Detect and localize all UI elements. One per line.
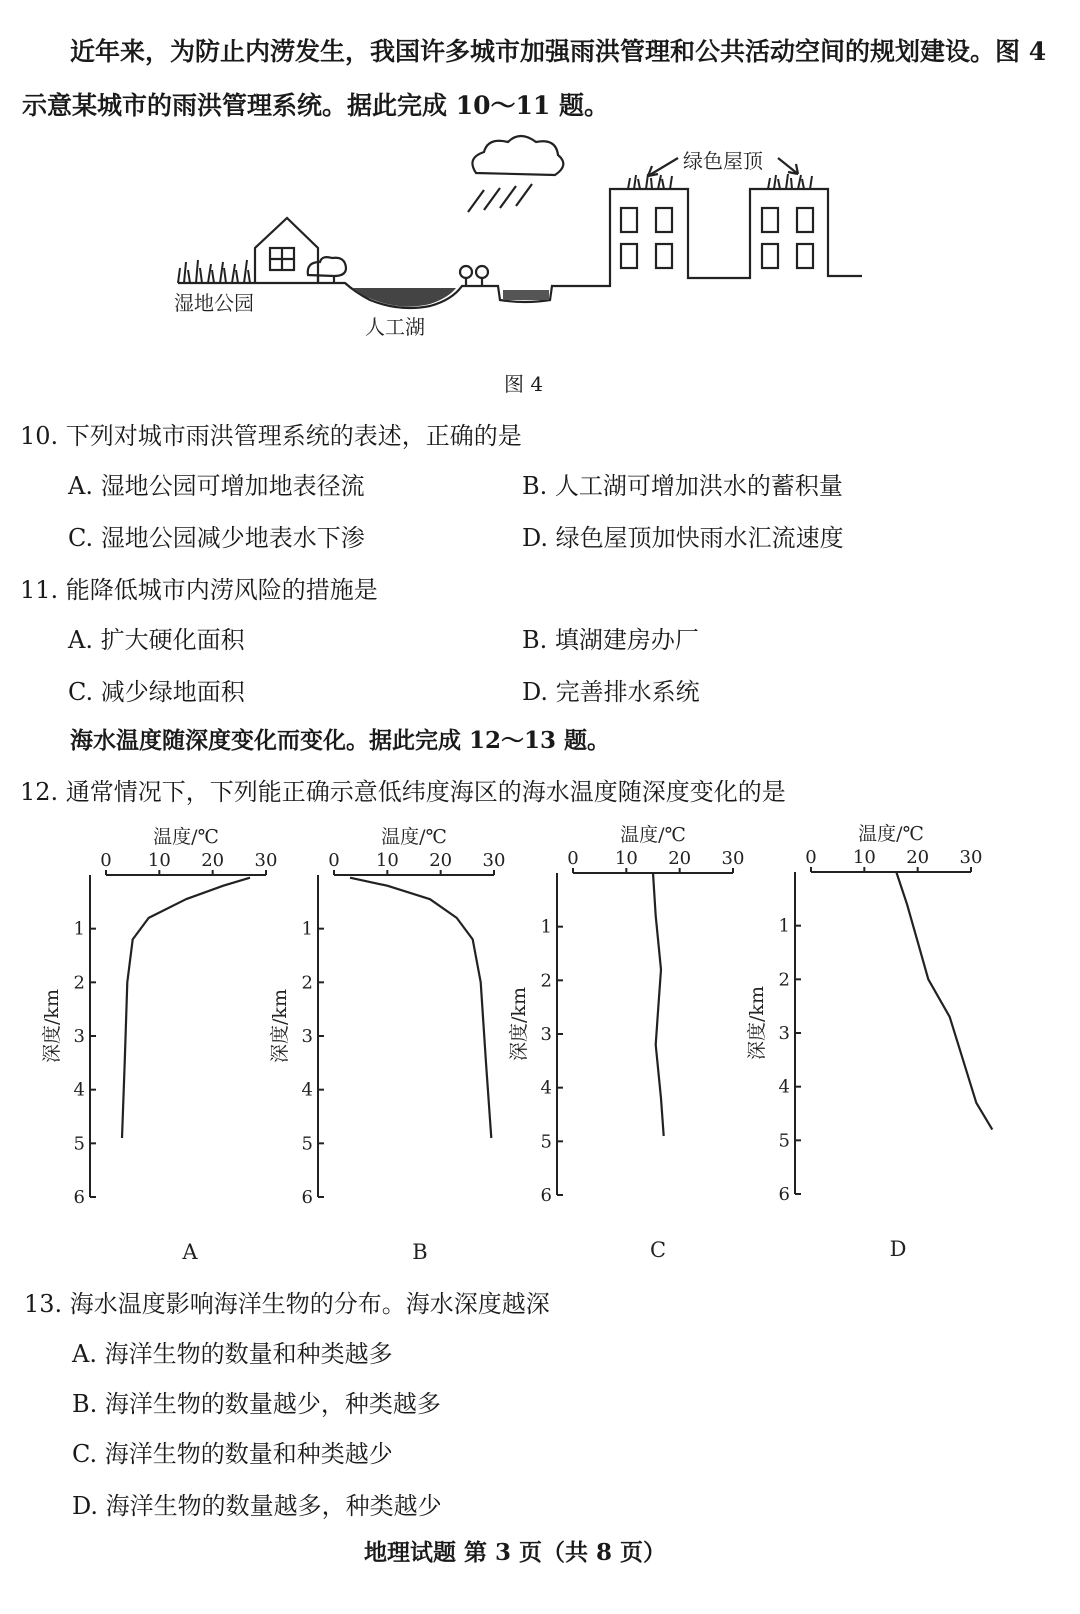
chart-B-xtick-label: 0 — [328, 850, 340, 871]
chart-C-xtick-label: 30 — [721, 848, 745, 869]
chart-B-ytick-label: 4 — [301, 1079, 313, 1101]
intro-line-1: 近年来，为防止内涝发生，我国许多城市加强雨洪管理和公共活动空间的规划建设。图 4 — [70, 37, 1047, 66]
chart-A-ylabel: 深度/km — [41, 989, 63, 1063]
q11-stem: 11. 能降低城市内涝风险的措施是 — [20, 576, 378, 604]
chart-D-xlabel: 温度/℃ — [858, 823, 924, 845]
q13-option-d[interactable]: D. 海洋生物的数量越多，种类越少 — [72, 1492, 442, 1520]
chart-A-ytick-label: 1 — [73, 918, 85, 940]
q10-option-c[interactable]: C. 湿地公园减少地表水下渗 — [68, 524, 365, 552]
q12-stem: 12. 通常情况下，下列能正确示意低纬度海区的海水温度随深度变化的是 — [20, 778, 786, 806]
q10-option-d[interactable]: D. 绿色屋顶加快雨水汇流速度 — [522, 524, 844, 552]
chart-B-xtick-label: 20 — [429, 850, 453, 871]
chart-C-xtick-label: 20 — [668, 848, 692, 869]
q10-stem: 10. 下列对城市雨洪管理系统的表述，正确的是 — [20, 422, 522, 450]
chart-A-xtick-label: 30 — [254, 850, 278, 871]
chart-B-ytick-label: 5 — [301, 1133, 313, 1155]
q11-option-a[interactable]: A. 扩大硬化面积 — [68, 626, 245, 654]
chart-D-xtick-label: 10 — [852, 847, 876, 868]
chart-A-ytick-label: 6 — [73, 1187, 85, 1208]
chart-C-option-label: C — [649, 1238, 667, 1262]
q10-option-a[interactable]: A. 湿地公园可增加地表径流 — [68, 472, 365, 500]
q13-option-c[interactable]: C. 海洋生物的数量和种类越少 — [72, 1440, 393, 1468]
chart-B-option-label: B — [412, 1240, 428, 1264]
wetland-grass-icon — [178, 260, 250, 283]
q13-option-a[interactable]: A. 海洋生物的数量和种类越多 — [72, 1340, 393, 1368]
chart-C-ytick-label: 3 — [540, 1024, 552, 1045]
chart-A-ytick-label: 3 — [73, 1026, 85, 1047]
chart-C-curve — [653, 873, 664, 1136]
chart-D-ylabel: 深度/km — [746, 986, 768, 1060]
chart-A-curve — [122, 878, 250, 1138]
q11-option-d[interactable]: D. 完善排水系统 — [522, 678, 700, 706]
figure-4-caption: 图 4 — [504, 372, 544, 396]
q12-charts — [0, 815, 1080, 1275]
chart-D-xtick-label: 20 — [906, 847, 930, 868]
chart-B-ytick-label: 6 — [301, 1187, 313, 1208]
chart-B-ytick-label: 1 — [301, 918, 313, 940]
artificial-lake-label: 人工湖 — [365, 315, 425, 339]
chart-A-ytick-label: 5 — [73, 1133, 85, 1155]
chart-A-xtick-label: 10 — [147, 850, 171, 871]
q11-option-c[interactable]: C. 减少绿地面积 — [68, 678, 245, 706]
chart-B-xtick-label: 30 — [482, 850, 506, 871]
chart-D-ytick-label: 1 — [778, 915, 790, 937]
chart-A-ytick-label: 2 — [73, 972, 85, 994]
q13-option-b[interactable]: B. 海洋生物的数量越少，种类越多 — [72, 1390, 441, 1418]
chart-C-ytick-label: 5 — [540, 1131, 552, 1153]
chart-A-ytick-label: 4 — [73, 1079, 85, 1101]
chart-C-xtick-label: 10 — [614, 848, 638, 869]
chart-D-ytick-label: 6 — [778, 1184, 790, 1205]
chart-A-option-label: A — [182, 1240, 198, 1264]
chart-A-xlabel: 温度/℃ — [153, 826, 219, 848]
chart-B-ytick-label: 2 — [301, 972, 313, 994]
chart-C-xtick-label: 0 — [567, 848, 579, 869]
wetland-park-label: 湿地公园 — [174, 291, 254, 315]
intro-line-2: 示意某城市的雨洪管理系统。据此完成 10～11 题。 — [22, 91, 609, 120]
chart-D-xtick-label: 0 — [805, 847, 817, 868]
figure-4-diagram — [0, 130, 1080, 360]
chart-C-xlabel: 温度/℃ — [620, 824, 686, 846]
chart-D-ytick-label: 4 — [778, 1076, 790, 1098]
chart-C-ytick-label: 2 — [540, 970, 552, 992]
chart-C-ytick-label: 6 — [540, 1185, 552, 1206]
chart-B-ytick-label: 3 — [301, 1026, 313, 1047]
chart-D-option-label: D — [889, 1237, 907, 1261]
cloud-icon — [472, 136, 563, 175]
chart-A-xtick-label: 20 — [201, 850, 225, 871]
page-footer: 地理试题 第 3 页（共 8 页） — [364, 1539, 667, 1566]
rain-icon — [468, 190, 484, 212]
green-roof-label: 绿色屋顶 — [683, 149, 763, 173]
chart-C-ylabel: 深度/km — [508, 987, 530, 1061]
chart-C-ytick-label: 4 — [540, 1077, 552, 1099]
chart-D-curve — [896, 872, 992, 1130]
chart-C-ytick-label: 1 — [540, 916, 552, 938]
chart-D-ytick-label: 3 — [778, 1023, 790, 1044]
q13-stem: 13. 海水温度影响海洋生物的分布。海水深度越深 — [24, 1290, 550, 1318]
q11-option-b[interactable]: B. 填湖建房办厂 — [522, 626, 699, 654]
chart-D-xtick-label: 30 — [959, 847, 983, 868]
chart-B-curve — [350, 878, 491, 1138]
chart-B-xlabel: 温度/℃ — [381, 826, 447, 848]
chart-B-xtick-label: 10 — [375, 850, 399, 871]
intro-2: 海水温度随深度变化而变化。据此完成 12～13 题。 — [70, 727, 611, 754]
chart-A-xtick-label: 0 — [100, 850, 112, 871]
chart-B-ylabel: 深度/km — [269, 989, 291, 1063]
chart-D-ytick-label: 2 — [778, 969, 790, 991]
q10-option-b[interactable]: B. 人工湖可增加洪水的蓄积量 — [522, 472, 843, 500]
chart-D-ytick-label: 5 — [778, 1130, 790, 1152]
